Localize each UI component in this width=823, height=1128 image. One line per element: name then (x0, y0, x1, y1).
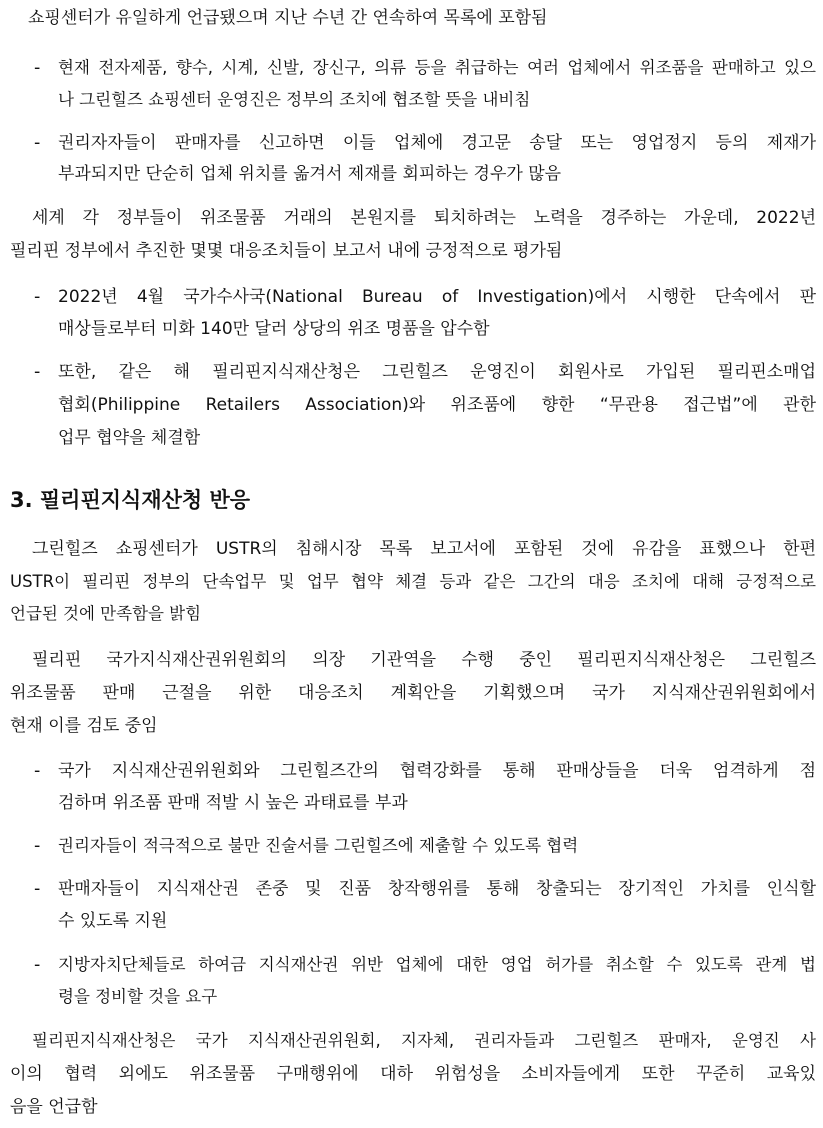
paragraph-line: 현재 이를 검토 중임 (10, 716, 158, 736)
bullet-dash: - (34, 287, 41, 307)
paragraph-line: 음을 언급함 (10, 1097, 98, 1117)
bullet-line: 나 그린힐즈 쇼핑센터 운영진은 정부의 조치에 협조할 뜻을 내비침 (58, 90, 531, 109)
bullet-line: 수 있도록 지원 (58, 911, 168, 931)
bullet-dash: - (34, 879, 41, 899)
paragraph-line: 필리핀지식재산청은 국가 지식재산권위원회, 지자체, 권리자들과 그린힐즈 판매자, 운영진 사 (32, 1031, 816, 1050)
bullet-line: 령을 정비할 것을 요구 (58, 987, 218, 1006)
bullet-dash: - (34, 362, 41, 382)
bullet-line: 매상들로부터 미화 140만 달러 상당의 위조 명품을 압수함 (58, 319, 490, 339)
bullet-dash: - (34, 133, 41, 153)
bullet-line: 국가 지식재산권위원회와 그린힐즈간의 협력강화를 통해 판매상들을 더욱 엄격하게 점 (58, 761, 816, 781)
bullet-line: 판매자들이 지식재산권 존중 및 진품 창작행위를 통해 창출되는 장기적인 가치를 인식할 (58, 879, 816, 899)
bullet-line: 현재 전자제품, 향수, 시계, 신발, 장신구, 의류 등을 취급하는 여러 업체에서 위조품을 판매하고 있으 (58, 58, 816, 77)
paragraph-line: 필리핀 국가지식재산권위원회의 의장 기관역을 수행 중인 필리핀지식재산청은 그린힐즈 (32, 650, 816, 670)
paragraph-line: 필리핀 정부에서 추진한 몇몇 대응조치들이 보고서 내에 긍정적으로 평가됨 (10, 241, 563, 261)
bullet-line: 부과되지만 단순히 업체 위치를 옮겨서 제재를 회피하는 경우가 많음 (58, 164, 562, 184)
bullet-line: 권리자들이 적극적으로 불만 진술서를 그린힐즈에 제출할 수 있도록 협력 (58, 836, 579, 855)
section-heading: 3. 필리핀지식재산청 반응 (10, 488, 251, 512)
bullet-line: 2022년 4월 국가수사국(National Bureau of Investigation)에서 시행한 단속에서 판 (58, 287, 816, 307)
text-line-intro: 쇼핑센터가 유일하게 언급됐으며 지난 수년 간 연속하여 목록에 포함됨 (28, 8, 548, 28)
bullet-line: 또한, 같은 해 필리핀지식재산청은 그린힐즈 운영진이 회원사로 가입된 필리핀소매업 (58, 362, 816, 382)
bullet-dash: - (34, 761, 41, 781)
bullet-line: 업무 협약을 체결함 (58, 428, 201, 448)
bullet-line: 권리자자들이 판매자를 신고하면 이들 업체에 경고문 송달 또는 영업정지 등의 제재가 (58, 133, 816, 153)
paragraph-line: 언급된 것에 만족함을 밝힘 (10, 604, 202, 623)
bullet-dash: - (34, 58, 41, 78)
paragraph-line: 세계 각 정부들이 위조물품 거래의 본원지를 퇴치하려는 노력을 경주하는 가운데, 2022년 (32, 208, 816, 228)
bullet-line: 협회(Philippine Retailers Association)와 위조품에 향한 “무관용 접근법”에 관한 (58, 395, 816, 415)
bullet-line: 지방자치단체들로 하여금 지식재산권 위반 업체에 대한 영업 허가를 취소할 수 있도록 관계 법 (58, 955, 816, 974)
paragraph-line: 이의 협력 외에도 위조물품 구매행위에 대하 위험성을 소비자들에게 또한 꾸준히 교육있 (10, 1064, 816, 1084)
paragraph-line: 그린힐즈 쇼핑센터가 USTR의 침해시장 목록 보고서에 포함된 것에 유감을 표했으나 한편 (32, 539, 816, 559)
bullet-dash: - (34, 955, 41, 975)
paragraph-line: 위조물품 판매 근절을 위한 대응조치 계획안을 기획했으며 국가 지식재산권위원회에서 (10, 683, 816, 703)
bullet-line: 검하며 위조품 판매 적발 시 높은 과태료를 부과 (58, 793, 408, 813)
paragraph-line: USTR이 필리핀 정부의 단속업무 및 업무 협약 체결 등과 같은 그간의 대응 조치에 대해 긍정적으로 (10, 572, 816, 591)
bullet-dash: - (34, 836, 41, 856)
